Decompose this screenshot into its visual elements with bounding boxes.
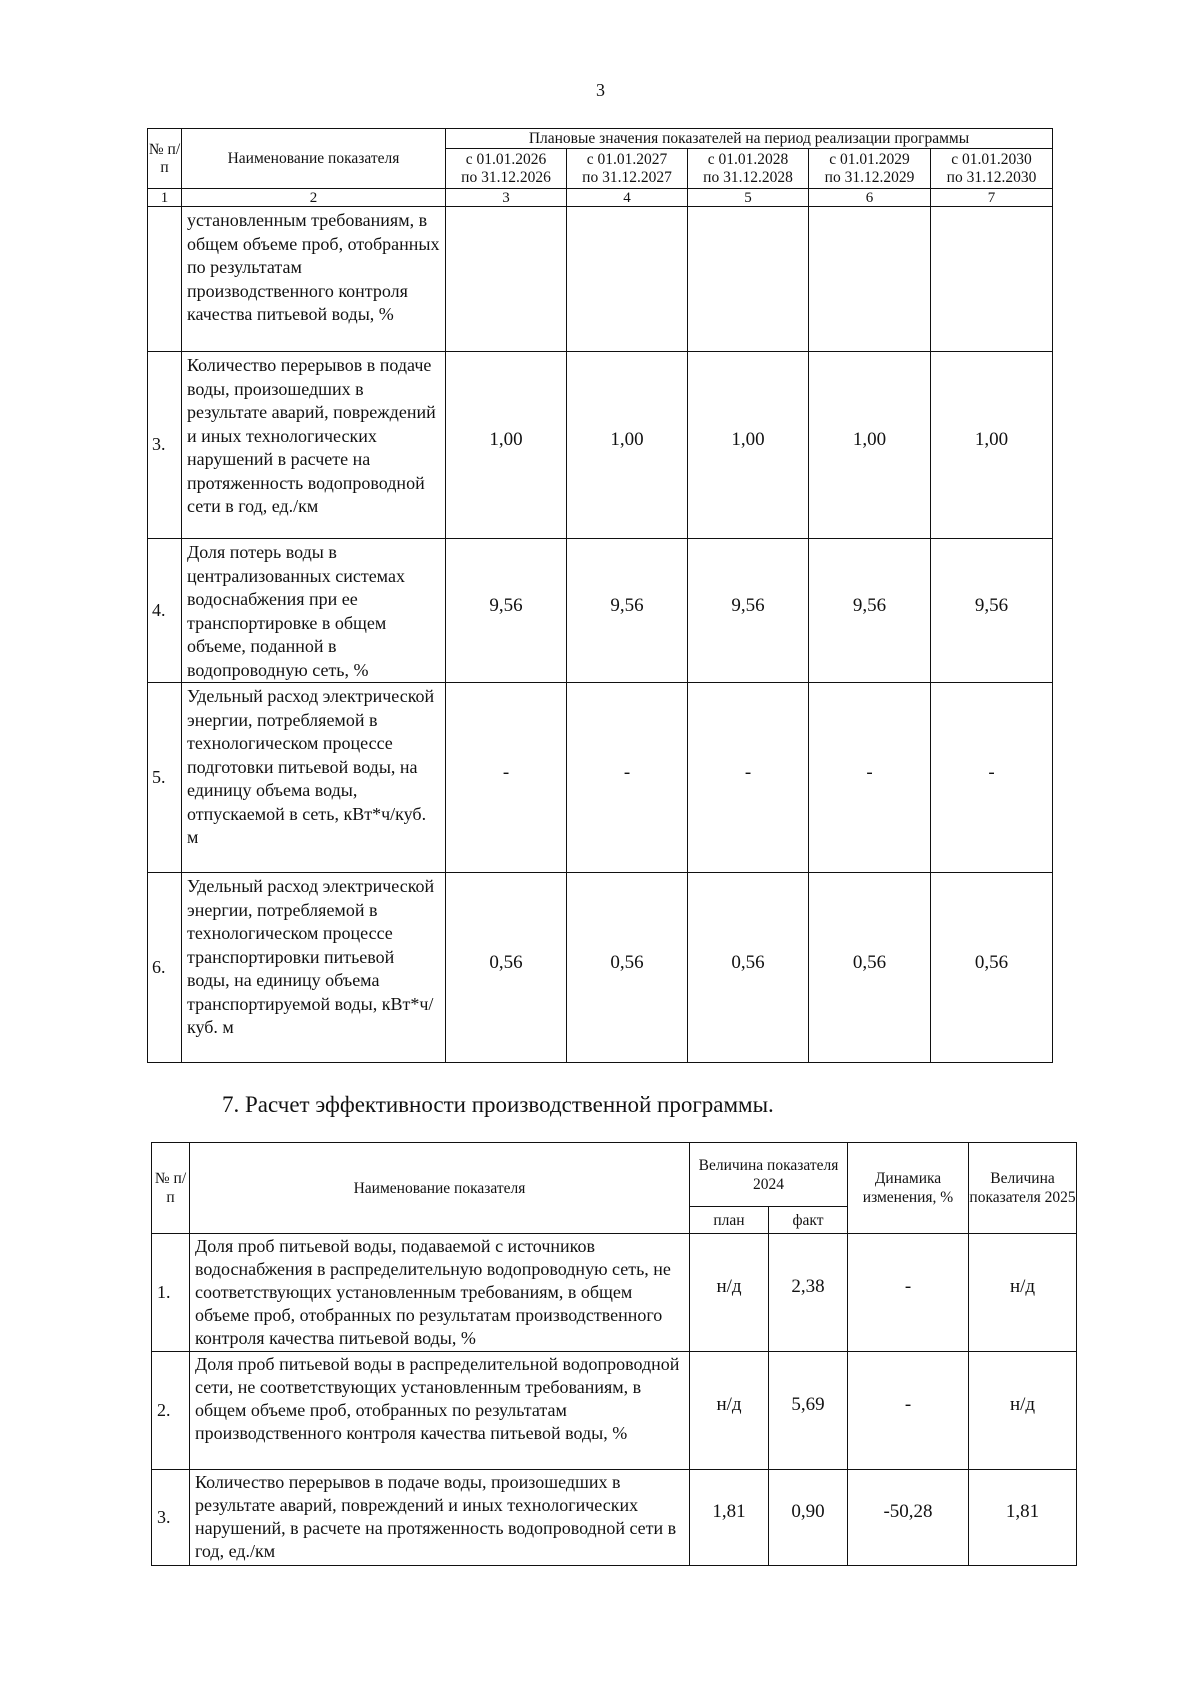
table-row [148,683,1053,873]
indicator-value: 9,56 [567,539,688,683]
table-row [148,207,1053,352]
row-number: 2. [152,1352,190,1470]
header-num: № п/п [152,1143,190,1234]
indicator-value: 1,00 [446,352,567,539]
indicator-name: Удельный расход электрической энергии, потребляемой в технологическом процессе транспортировки питьевой воды, на единицу объема транспортируемой воды, кВт*ч/куб. м [182,873,446,1063]
table-row [148,539,1053,683]
header-period: с 01.01.2026 по 31.12.2026 [446,149,567,189]
column-index: 4 [567,189,688,207]
indicator-value: - [446,683,567,873]
header-dynamics: Динамика изменения, % [848,1143,969,1234]
dynamics-value: - [848,1234,969,1352]
row-number: 4. [148,539,182,683]
indicator-name: Количество перерывов в подаче воды, произошедших в результате аварий, повреждений и иных технологических нарушений в расчете на протяженность водопроводной сети в год, ед./км [182,352,446,539]
indicator-value [567,207,688,352]
value-2025: 1,81 [969,1470,1077,1566]
header-planned-group: Плановые значения показателей на период реализации программы [446,129,1053,149]
indicator-name: Доля проб питьевой воды, подаваемой с источников водоснабжения в распределительную водопроводную сеть, не соответствующих установленным требованиям, в общем объеме проб, отобранных по результатам производственного контроля качества питьевой воды, % [190,1234,690,1352]
header-name: Наименование показателя [182,129,446,189]
column-index: 7 [931,189,1053,207]
planned-indicators-table [147,128,1053,1063]
dynamics-value: -50,28 [848,1470,969,1566]
column-index: 3 [446,189,567,207]
indicator-value: 1,00 [688,352,809,539]
row-number: 1. [152,1234,190,1352]
row-number: 3. [148,352,182,539]
indicator-value [446,207,567,352]
table-row [152,1352,1077,1470]
indicator-name: Доля проб питьевой воды в распределительной водопроводной сети, не соответствующих установленным требованиям, в общем объеме проб, отобранных по результатам производственного контроля качества питьевой воды, % [190,1352,690,1470]
row-number: 5. [148,683,182,873]
table-row [152,1470,1077,1566]
indicator-value [931,207,1053,352]
page-number: 3 [596,80,605,100]
header-num: № п/п [148,129,182,189]
header-period: с 01.01.2027 по 31.12.2027 [567,149,688,189]
indicator-name: Доля потерь воды в централизованных системах водоснабжения при ее транспортировке в общем объеме, поданной в водопроводную сеть, % [182,539,446,683]
column-index: 5 [688,189,809,207]
header-period: с 01.01.2028 по 31.12.2028 [688,149,809,189]
fact-value: 0,90 [769,1470,848,1566]
column-index: 6 [809,189,931,207]
fact-value: 5,69 [769,1352,848,1470]
indicator-value: 0,56 [931,873,1053,1063]
indicator-value [688,207,809,352]
fact-value: 2,38 [769,1234,848,1352]
column-index: 2 [182,189,446,207]
indicator-name: установленным требованиям, в общем объеме проб, отобранных по результатам производственного контроля качества питьевой воды, % [182,207,446,352]
section-title: 7. Расчет эффективности производственной программы. [222,1092,774,1117]
column-index: 1 [148,189,182,207]
table-row [148,352,1053,539]
dynamics-value: - [848,1352,969,1470]
indicator-value: 0,56 [446,873,567,1063]
indicator-value: 0,56 [567,873,688,1063]
indicator-name: Количество перерывов в подаче воды, произошедших в результате аварий, повреждений и иных технологических нарушений, в расчете на протяженность водопроводной сети в год, ед./км [190,1470,690,1566]
indicator-value: 9,56 [931,539,1053,683]
value-2025: н/д [969,1352,1077,1470]
indicator-value: 0,56 [688,873,809,1063]
value-2025: н/д [969,1234,1077,1352]
row-number: 6. [148,873,182,1063]
header-value-2025: Величина показателя 2025 [969,1143,1077,1234]
indicator-value: 1,00 [567,352,688,539]
plan-value: н/д [690,1234,769,1352]
indicator-value: - [809,683,931,873]
indicator-value: 9,56 [688,539,809,683]
plan-value: 1,81 [690,1470,769,1566]
indicator-value: 9,56 [446,539,567,683]
indicator-value: - [931,683,1053,873]
indicator-value: 9,56 [809,539,931,683]
indicator-value: - [567,683,688,873]
header-plan: план [690,1207,769,1234]
header-fact: факт [769,1207,848,1234]
indicator-value: - [688,683,809,873]
table-row [152,1234,1077,1352]
row-number [148,207,182,352]
table-row [148,873,1053,1063]
row-number: 3. [152,1470,190,1566]
indicator-name: Удельный расход электрической энергии, потребляемой в технологическом процессе подготовки питьевой воды, на единицу объема воды, отпускаемой в сеть, кВт*ч/куб. м [182,683,446,873]
plan-value: н/д [690,1352,769,1470]
indicator-value: 0,56 [809,873,931,1063]
header-value-2024: Величина показателя 2024 [690,1143,848,1207]
indicator-value [809,207,931,352]
efficiency-table [151,1142,1077,1566]
header-name: Наименование показателя [190,1143,690,1234]
indicator-value: 1,00 [809,352,931,539]
header-period: с 01.01.2029 по 31.12.2029 [809,149,931,189]
header-period: с 01.01.2030 по 31.12.2030 [931,149,1053,189]
indicator-value: 1,00 [931,352,1053,539]
